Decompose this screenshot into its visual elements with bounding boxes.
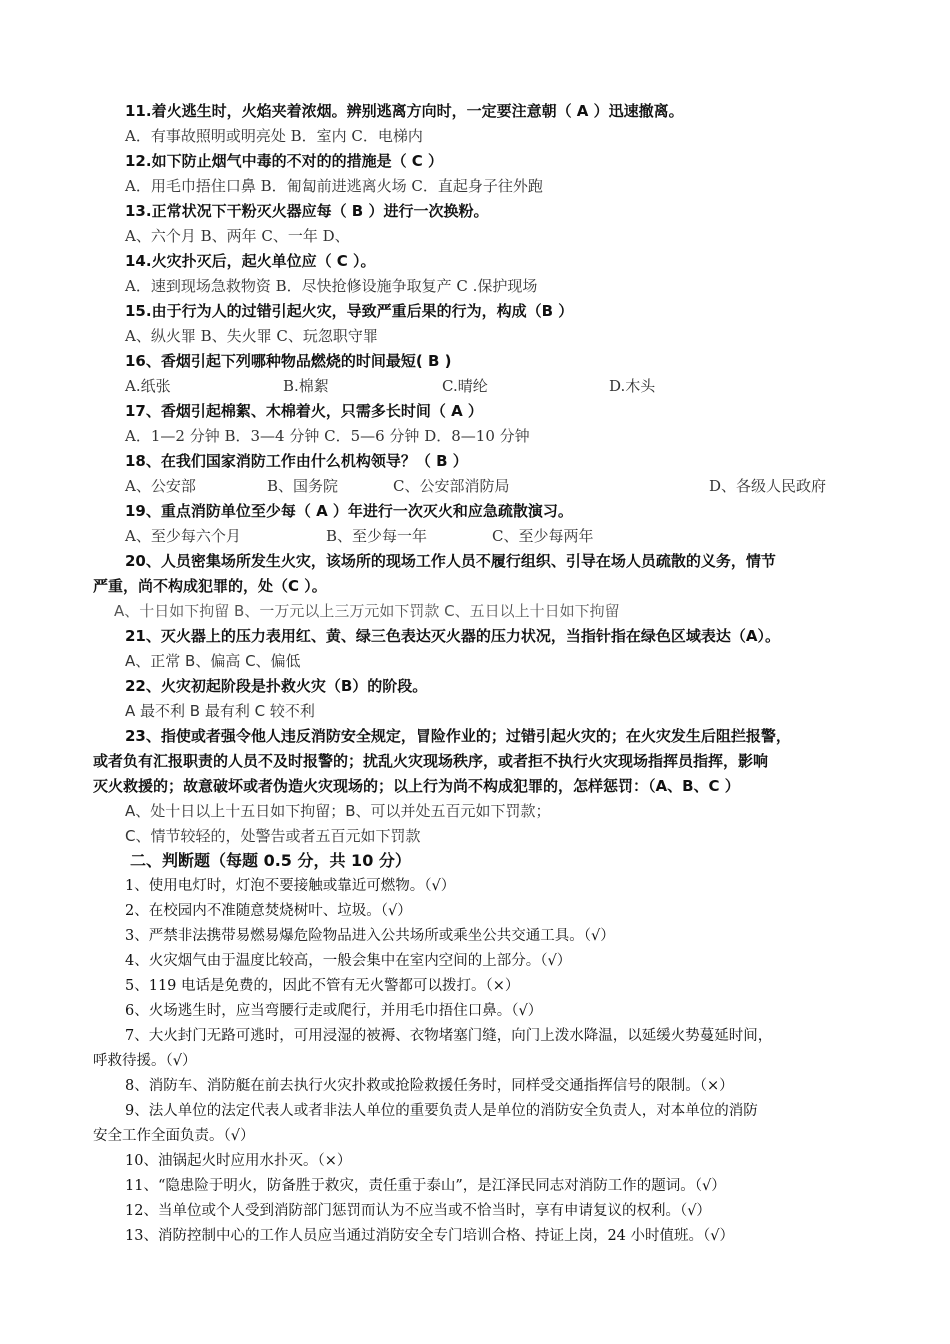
tf-item-12: 12、当单位或个人受到消防部门惩罚而认为不应当或不恰当时，享有申请复议的权利。（√） bbox=[125, 1203, 711, 1219]
option-c: C、至少每两年 bbox=[492, 527, 594, 545]
option-b: B、至少每一年 bbox=[326, 527, 428, 545]
question-13-options: A、六个月 B、两年 C、一年 D、 bbox=[125, 227, 350, 245]
option-c: C、公安部消防局 bbox=[393, 477, 510, 495]
question-22: 22、火灾初起阶段是扑救火灾（B）的阶段。 bbox=[125, 677, 428, 695]
question-11-options: A．有事故照明或明亮处 B．室内 C．电梯内 bbox=[125, 127, 423, 145]
tf-item-8: 8、消防车、消防艇在前去执行火灾扑救或抢险救援任务时，同样受交通指挥信号的限制。（×） bbox=[125, 1078, 734, 1094]
tf-item-11: 11、“隐患险于明火，防备胜于救灾，责任重于泰山”，是江泽民同志对消防工作的题词。（√） bbox=[125, 1178, 726, 1194]
option-a: A、至少每六个月 bbox=[125, 527, 241, 545]
tf-item-4: 4、火灾烟气由于温度比较高，一般会集中在室内空间的上部分。（√） bbox=[125, 953, 572, 969]
question-19-options bbox=[125, 526, 725, 546]
tf-item-1: 1、使用电灯时，灯泡不要接触或靠近可燃物。（√） bbox=[125, 878, 456, 894]
question-12: 12.如下防止烟气中毒的不对的的措施是（ C ） bbox=[125, 152, 444, 170]
tf-item-6: 6、火场逃生时，应当弯腰行走或爬行，并用毛巾捂住口鼻。（√） bbox=[125, 1003, 543, 1019]
tf-item-9: 9、法人单位的法定代表人或者非法人单位的重要负责人是单位的消防安全负责人，对本单位的消防 bbox=[125, 1103, 758, 1119]
question-19: 19、重点消防单位至少每（ A ）年进行一次灭火和应急疏散演习。 bbox=[125, 502, 573, 520]
question-20-options: A、十日如下拘留 B、一万元以上三万元如下罚款 C、五日以上十日如下拘留 bbox=[114, 602, 620, 620]
question-23-line-2: 或者负有汇报职责的人员不及时报警的；扰乱火灾现场秩序，或者拒不执行火灾现场指挥员指挥，影响 bbox=[93, 752, 769, 770]
option-a: A、公安部 bbox=[125, 477, 196, 495]
question-14-options: A．速到现场急救物资 B．尽快抢修设施争取复产 C .保护现场 bbox=[125, 277, 538, 295]
tf-item-7: 7、大火封门无路可逃时，可用浸湿的被褥、衣物堵塞门缝，向门上泼水降温，以延缓火势蔓延时间， bbox=[125, 1028, 773, 1044]
option-a: A.纸张 bbox=[125, 377, 171, 395]
question-14: 14.火灾扑灭后，起火单位应（ C ）。 bbox=[125, 252, 376, 270]
question-23-line-1: 23、指使或者强令他人违反消防安全规定，冒险作业的；过错引起火灾的；在火灾发生后阻拦报警， bbox=[125, 727, 791, 745]
question-15: 15.由于行为人的过错引起火灾，导致严重后果的行为，构成（B ） bbox=[125, 302, 574, 320]
tf-item-9-cont: 安全工作全面负责。（√） bbox=[93, 1128, 255, 1144]
question-13: 13.正常状况下干粉灭火器应每（ B ）进行一次换粉。 bbox=[125, 202, 489, 220]
question-21: 21、灭火器上的压力表用红、黄、绿三色表达灭火器的压力状况，当指针指在绿色区域表达（A）。 bbox=[125, 627, 780, 645]
section-title-true-false: 二、判断题（每题 0.5 分，共 10 分） bbox=[130, 851, 411, 870]
question-16: 16、香烟引起下列哪种物品燃烧的时间最短( B ) bbox=[125, 352, 452, 370]
question-23-option-2: C、情节较轻的，处警告或者五百元如下罚款 bbox=[125, 827, 421, 845]
question-17: 17、香烟引起棉絮、木棉着火，只需多长时间（ A ） bbox=[125, 402, 483, 420]
tf-item-7-cont: 呼救待援。（√） bbox=[93, 1053, 197, 1069]
tf-item-3: 3、严禁非法携带易燃易爆危险物品进入公共场所或乘坐公共交通工具。（√） bbox=[125, 928, 615, 944]
option-b: B、国务院 bbox=[267, 477, 339, 495]
question-23-line-3: 灭火救援的；故意破坏或者伪造火灾现场的；以上行为尚不构成犯罪的，怎样惩罚：（A、B、C ） bbox=[93, 777, 740, 795]
question-20-line-1: 20、人员密集场所发生火灾，该场所的现场工作人员不履行组织、引导在场人员疏散的义务，情节 bbox=[125, 552, 776, 570]
question-23-option-1: A、处十日以上十五日如下拘留；B、可以并处五百元如下罚款； bbox=[125, 802, 551, 820]
tf-item-2: 2、在校园内不准随意焚烧树叶、垃圾。（√） bbox=[125, 903, 412, 919]
option-d: D.木头 bbox=[609, 377, 656, 395]
option-d: D、各级人民政府 bbox=[709, 477, 827, 495]
question-17-options: A．1—2 分钟 B．3—4 分钟 C．5—6 分钟 D．8—10 分钟 bbox=[125, 427, 530, 445]
question-16-options bbox=[125, 376, 825, 396]
option-c: C.晴纶 bbox=[442, 377, 488, 395]
tf-item-13: 13、消防控制中心的工作人员应当通过消防安全专门培训合格、持证上岗，24 小时值班。（√） bbox=[125, 1228, 734, 1244]
question-15-options: A、纵火罪 B、失火罪 C、玩忽职守罪 bbox=[125, 327, 378, 345]
question-12-options: A．用毛巾捂住口鼻 B．匍匐前进逃离火场 C．直起身子往外跑 bbox=[125, 177, 543, 195]
question-20-line-2: 严重，尚不构成犯罪的，处（C ）。 bbox=[93, 577, 327, 595]
option-b: B.棉絮 bbox=[283, 377, 329, 395]
question-22-options: A 最不利 B 最有利 C 较不利 bbox=[125, 702, 315, 720]
question-18-options bbox=[125, 476, 845, 496]
question-21-options: A、正常 B、偏高 C、偏低 bbox=[125, 652, 301, 670]
question-18: 18、在我们国家消防工作由什么机构领导？（ B ） bbox=[125, 452, 468, 470]
question-11: 11.着火逃生时，火焰夹着浓烟。辨别逃离方向时，一定要注意朝（ A ）迅速撤离。 bbox=[125, 102, 684, 120]
tf-item-10: 10、油锅起火时应用水扑灭。（×） bbox=[125, 1153, 352, 1169]
tf-item-5: 5、119 电话是免费的，因此不管有无火警都可以拨打。（×） bbox=[125, 978, 520, 994]
